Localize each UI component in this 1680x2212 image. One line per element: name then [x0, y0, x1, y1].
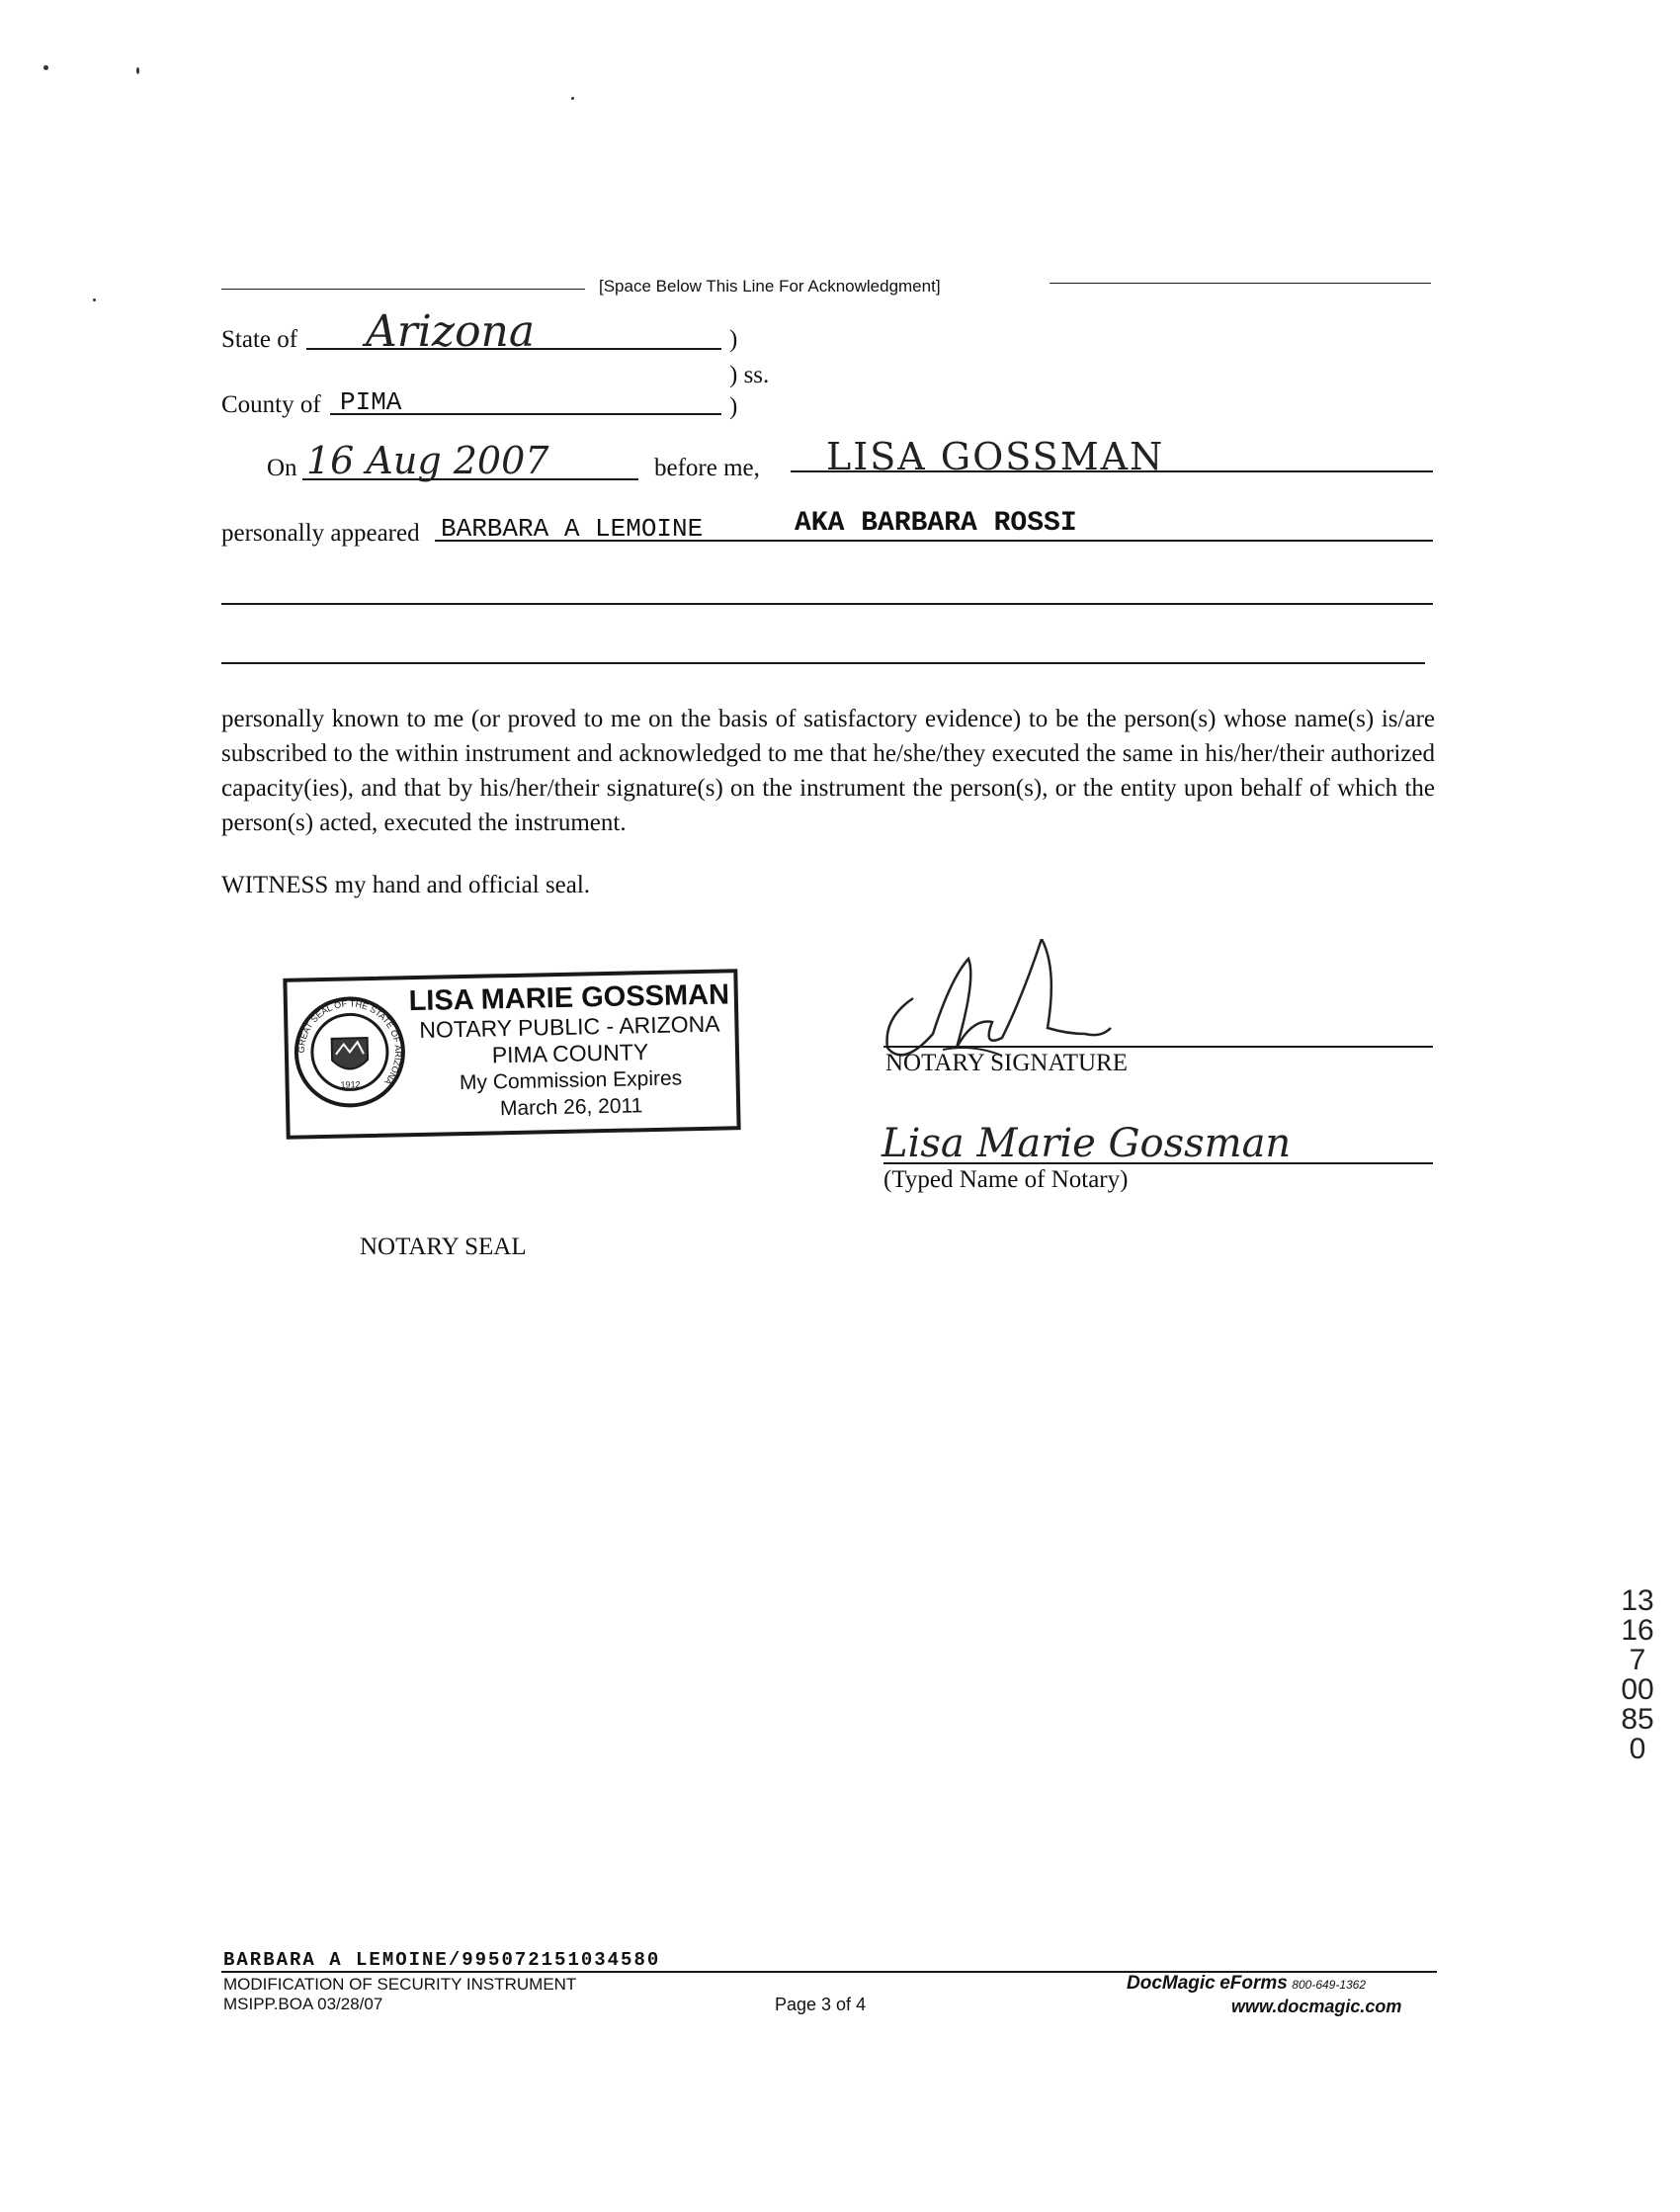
- paren-bottom: ): [729, 393, 738, 420]
- notary-stamp: [283, 969, 740, 1140]
- acknowledgment-divider-text: [Space Below This Line For Acknowledgment]: [599, 277, 941, 296]
- typed-name-line: [883, 1162, 1433, 1164]
- stamp-expiration-date: March 26, 2011: [499, 1094, 643, 1121]
- stamp-commission: My Commission Expires: [459, 1066, 683, 1095]
- before-me-underline: [791, 470, 1433, 472]
- aka-name: AKA BARBARA ROSSI: [795, 508, 1077, 539]
- divider-line-right: [1050, 283, 1431, 284]
- date-underline: [302, 478, 638, 480]
- paren-top: ): [729, 326, 738, 353]
- scan-speck: [136, 67, 139, 74]
- blank-line-1: [221, 603, 1433, 605]
- notary-seal-label: NOTARY SEAL: [360, 1234, 527, 1260]
- acknowledgment-body: personally known to me (or proved to me on the basis of satisfactory evidence) to be the person(s) whose name(s) is/are subscribed to the within instrument and acknowledged to me that he/she/they executed the same in his/her/their authorized capacity(ies), and that by his/her/their signature(s) on the instrument the person(s), or the entity upon behalf of which the person(s) acted, executed the instrument.: [221, 706, 1435, 836]
- before-me-label: before me,: [654, 455, 760, 481]
- stamp-county: PIMA COUNTY: [491, 1039, 649, 1068]
- appeared-underline: [435, 540, 1433, 542]
- divider-line-left: [221, 289, 585, 290]
- stamp-notary-title: NOTARY PUBLIC - ARIZONA: [419, 1010, 720, 1043]
- footer-doc-title: MODIFICATION OF SECURITY INSTRUMENT: [223, 1975, 577, 1994]
- state-label: State of: [221, 326, 298, 353]
- county-underline: [330, 413, 721, 415]
- side-document-number: 13167 00850: [1621, 1584, 1654, 1765]
- witness-statement: WITNESS my hand and official seal.: [221, 872, 591, 898]
- brand-eforms: eForms: [1219, 1973, 1288, 1994]
- appeared-name: BARBARA A LEMOINE: [441, 514, 704, 544]
- seal-year: 1912: [340, 1079, 361, 1090]
- brand-docmagic: DocMagic: [1127, 1973, 1216, 1994]
- county-value: PIMA: [340, 387, 402, 417]
- notary-name-handwritten: LISA GOSSMAN: [826, 435, 1165, 478]
- stamp-notary-name: LISA MARIE GOSSMAN: [408, 978, 730, 1018]
- blank-line-2: [221, 662, 1425, 664]
- footer-brand-url: www.docmagic.com: [1231, 1997, 1402, 2016]
- seal-ring-text: GREAT SEAL OF THE STATE OF ARIZONA: [295, 998, 404, 1087]
- stamp-text-block: [406, 978, 735, 1124]
- brand-phone: 800-649-1362: [1292, 1978, 1367, 1992]
- typed-name-label: (Typed Name of Notary): [883, 1166, 1129, 1193]
- arizona-seal-icon: [292, 993, 408, 1110]
- scan-speck: [93, 298, 96, 301]
- footer-borrower-line: BARBARA A LEMOINE/995072151034580: [223, 1949, 661, 1971]
- appeared-label: personally appeared: [221, 520, 420, 547]
- notary-signature-line: [883, 1046, 1433, 1048]
- ss-mark: ) ss.: [729, 362, 770, 388]
- footer-form-code: MSIPP.BOA 03/28/07: [223, 1995, 383, 2013]
- on-label: On: [267, 455, 297, 481]
- typed-name-handwritten: Lisa Marie Gossman: [882, 1121, 1292, 1166]
- acknowledgment-date: 16 Aug 2007: [306, 439, 549, 482]
- state-underline: [306, 348, 721, 350]
- county-label: County of: [221, 391, 321, 418]
- scan-speck: [571, 97, 574, 100]
- footer-page-number: Page 3 of 4: [775, 1995, 867, 2014]
- state-value: Arizona: [366, 306, 536, 357]
- notary-signature-label: NOTARY SIGNATURE: [885, 1050, 1128, 1076]
- scan-speck: [43, 65, 48, 70]
- footer-brand: [1127, 1973, 1366, 1995]
